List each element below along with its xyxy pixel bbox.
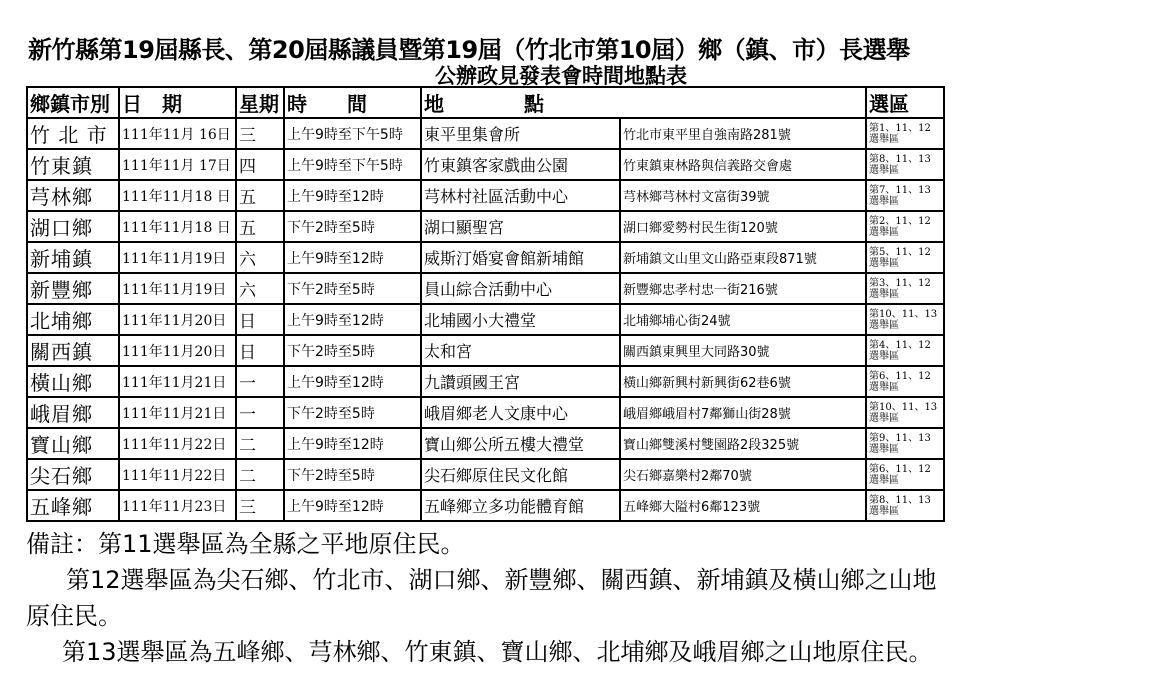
cell-weekday: 四	[236, 149, 284, 180]
cell-address: 北埔鄉埔心街24號	[620, 304, 866, 335]
header-date: 日 期	[119, 87, 236, 118]
cell-time: 上午9時至12時	[284, 242, 421, 273]
table-row	[27, 273, 944, 304]
cell-venue: 太和宮	[421, 335, 620, 366]
cell-date: 111年11月 17日	[119, 149, 236, 180]
district-numbers: 第3、11、12	[869, 277, 931, 289]
district-suffix: 選舉區	[869, 164, 899, 176]
cell-time: 下午2時至5時	[284, 335, 421, 366]
header-district: 選區	[866, 87, 944, 118]
cell-weekday: 三	[236, 118, 284, 149]
district-numbers: 第1、11、12	[869, 122, 931, 134]
cell-weekday: 二	[236, 459, 284, 490]
cell-town: 關西鎮	[27, 335, 119, 366]
cell-town: 寶山鄉	[27, 428, 119, 459]
district-numbers: 第2、11、12	[869, 215, 931, 227]
cell-town: 竹東鎮	[27, 149, 119, 180]
document-title: 新竹縣第19屆縣長、第20屆縣議員暨第19屆（竹北市第10屆）鄉（鎮、市）長選舉	[28, 36, 910, 64]
cell-address: 竹北市東平里自強南路281號	[620, 118, 866, 149]
note-line-1: 備註：第11選舉區為全縣之平地原住民。	[26, 530, 465, 558]
cell-town: 五峰鄉	[27, 490, 119, 521]
header-time: 時 間	[284, 87, 421, 118]
cell-district	[866, 180, 944, 211]
district-suffix: 選舉區	[869, 350, 899, 362]
cell-date: 111年11月19日	[119, 242, 236, 273]
cell-address: 五峰鄉大隘村6鄰123號	[620, 490, 866, 521]
cell-address: 芎林鄉芎林村文富街39號	[620, 180, 866, 211]
cell-time: 下午2時至5時	[284, 459, 421, 490]
cell-address: 關西鎮東興里大同路30號	[620, 335, 866, 366]
cell-weekday: 日	[236, 335, 284, 366]
table-row	[27, 180, 944, 211]
document-subtitle: 公辦政見發表會時間地點表	[435, 64, 687, 88]
cell-weekday: 日	[236, 304, 284, 335]
table-row	[27, 459, 944, 490]
cell-district	[866, 459, 944, 490]
cell-district	[866, 428, 944, 459]
cell-town: 峨眉鄉	[27, 397, 119, 428]
cell-time: 上午9時至12時	[284, 366, 421, 397]
district-numbers: 第5、11、12	[869, 246, 931, 258]
cell-venue: 員山綜合活動中心	[421, 273, 620, 304]
cell-time: 上午9時至12時	[284, 428, 421, 459]
cell-district	[866, 304, 944, 335]
table-row	[27, 149, 944, 180]
cell-weekday: 五	[236, 211, 284, 242]
district-suffix: 選舉區	[869, 474, 899, 486]
cell-address: 峨眉鄉峨眉村7鄰獅山街28號	[620, 397, 866, 428]
district-numbers: 第10、11、13	[869, 401, 938, 413]
district-suffix: 選舉區	[869, 505, 899, 517]
cell-town: 尖石鄉	[27, 459, 119, 490]
cell-date: 111年11月18 日	[119, 180, 236, 211]
table-row	[27, 490, 944, 521]
cell-date: 111年11月19日	[119, 273, 236, 304]
cell-venue: 東平里集會所	[421, 118, 620, 149]
cell-time: 上午9時至下午5時	[284, 149, 421, 180]
cell-venue: 芎林村社區活動中心	[421, 180, 620, 211]
cell-weekday: 一	[236, 366, 284, 397]
district-suffix: 選舉區	[869, 288, 899, 300]
schedule-table	[26, 86, 945, 522]
cell-date: 111年11月 16日	[119, 118, 236, 149]
table-row	[27, 118, 944, 149]
cell-district	[866, 242, 944, 273]
cell-district	[866, 335, 944, 366]
district-numbers: 第8、11、13	[869, 494, 931, 506]
table-row	[27, 428, 944, 459]
district-suffix: 選舉區	[869, 226, 899, 238]
table-header-row	[27, 87, 944, 118]
cell-venue: 湖口顯聖宮	[421, 211, 620, 242]
cell-time: 下午2時至5時	[284, 397, 421, 428]
cell-weekday: 三	[236, 490, 284, 521]
district-suffix: 選舉區	[869, 195, 899, 207]
notes-section	[26, 526, 937, 670]
cell-address: 尖石鄉嘉樂村2鄰70號	[620, 459, 866, 490]
cell-date: 111年11月21日	[119, 366, 236, 397]
note-line-2: 第12選舉區為尖石鄉、竹北市、湖口鄉、新豐鄉、關西鎮、新埔鎮及橫山鄉之山地	[66, 566, 937, 594]
cell-date: 111年11月22日	[119, 459, 236, 490]
cell-time: 上午9時至12時	[284, 304, 421, 335]
cell-district	[866, 118, 944, 149]
cell-venue: 竹東鎮客家戲曲公園	[421, 149, 620, 180]
cell-time: 下午2時至5時	[284, 273, 421, 304]
cell-district	[866, 211, 944, 242]
district-numbers: 第8、11、13	[869, 153, 931, 165]
cell-time: 上午9時至12時	[284, 180, 421, 211]
cell-town: 北埔鄉	[27, 304, 119, 335]
cell-date: 111年11月18 日	[119, 211, 236, 242]
cell-venue: 五峰鄉立多功能體育館	[421, 490, 620, 521]
note-line-3: 第13選舉區為五峰鄉、芎林鄉、竹東鎮、寶山鄉、北埔鄉及峨眉鄉之山地原住民。	[62, 638, 933, 666]
header-weekday: 星期	[236, 87, 284, 118]
cell-address: 橫山鄉新興村新興街62巷6號	[620, 366, 866, 397]
district-suffix: 選舉區	[869, 133, 899, 145]
cell-time: 下午2時至5時	[284, 211, 421, 242]
table-row	[27, 397, 944, 428]
cell-venue: 威斯汀婚宴會館新埔館	[421, 242, 620, 273]
cell-time: 上午9時至下午5時	[284, 118, 421, 149]
cell-town: 湖口鄉	[27, 211, 119, 242]
cell-venue: 峨眉鄉老人文康中心	[421, 397, 620, 428]
cell-venue: 九讚頭國王宮	[421, 366, 620, 397]
cell-town: 橫山鄉	[27, 366, 119, 397]
district-numbers: 第6、11、12	[869, 370, 931, 382]
cell-town: 竹 北 市	[27, 118, 119, 149]
cell-town: 新豐鄉	[27, 273, 119, 304]
cell-district	[866, 273, 944, 304]
district-suffix: 選舉區	[869, 412, 899, 424]
header-town: 鄉鎮市別	[27, 87, 119, 118]
district-suffix: 選舉區	[869, 257, 899, 269]
district-suffix: 選舉區	[869, 381, 899, 393]
cell-weekday: 一	[236, 397, 284, 428]
cell-venue: 尖石鄉原住民文化館	[421, 459, 620, 490]
cell-town: 芎林鄉	[27, 180, 119, 211]
district-numbers: 第7、11、13	[869, 184, 931, 196]
cell-date: 111年11月20日	[119, 304, 236, 335]
table-row	[27, 335, 944, 366]
header-location: 地 點	[421, 87, 866, 118]
table-row	[27, 211, 944, 242]
cell-district	[866, 366, 944, 397]
cell-date: 111年11月21日	[119, 397, 236, 428]
cell-district	[866, 397, 944, 428]
cell-address: 新豐鄉忠孝村忠一街216號	[620, 273, 866, 304]
cell-venue: 寶山鄉公所五樓大禮堂	[421, 428, 620, 459]
district-suffix: 選舉區	[869, 319, 899, 331]
cell-weekday: 六	[236, 242, 284, 273]
table-row	[27, 304, 944, 335]
cell-address: 新埔鎮文山里文山路亞東段871號	[620, 242, 866, 273]
district-numbers: 第10、11、13	[869, 308, 938, 320]
cell-venue: 北埔國小大禮堂	[421, 304, 620, 335]
table-row	[27, 366, 944, 397]
cell-date: 111年11月20日	[119, 335, 236, 366]
cell-weekday: 六	[236, 273, 284, 304]
district-suffix: 選舉區	[869, 443, 899, 455]
cell-town: 新埔鎮	[27, 242, 119, 273]
cell-weekday: 五	[236, 180, 284, 211]
cell-district	[866, 490, 944, 521]
cell-date: 111年11月22日	[119, 428, 236, 459]
cell-date: 111年11月23日	[119, 490, 236, 521]
cell-time: 上午9時至12時	[284, 490, 421, 521]
note-line-2-continued: 原住民。	[26, 602, 122, 630]
cell-address: 湖口鄉愛勢村民生街120號	[620, 211, 866, 242]
district-numbers: 第6、11、12	[869, 463, 931, 475]
district-numbers: 第4、11、12	[869, 339, 931, 351]
district-numbers: 第9、11、13	[869, 432, 931, 444]
table-row	[27, 242, 944, 273]
cell-weekday: 二	[236, 428, 284, 459]
cell-address: 寶山鄉雙溪村雙園路2段325號	[620, 428, 866, 459]
cell-district	[866, 149, 944, 180]
cell-address: 竹東鎮東林路與信義路交會處	[620, 149, 866, 180]
